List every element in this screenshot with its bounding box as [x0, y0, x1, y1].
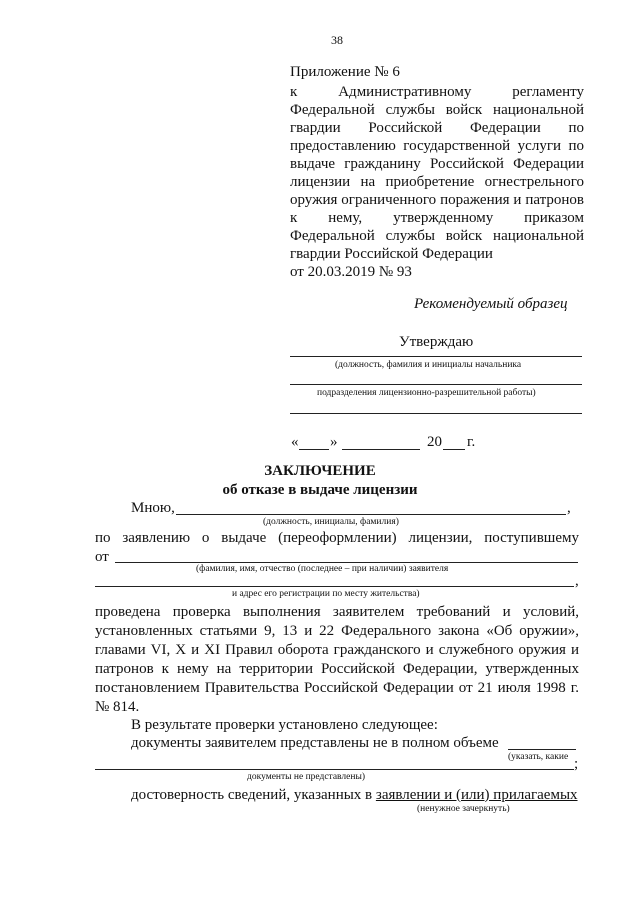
- appendix-line: гвардии Российской Федерации по: [290, 120, 584, 136]
- document-title: ЗАКЛЮЧЕНИЕ: [264, 463, 376, 479]
- reliability-prefix: достоверность сведений, указанных в: [131, 787, 376, 803]
- appendix-line: оружия ограниченного поражения и патронов: [290, 192, 584, 208]
- by-me-comma: ,: [567, 500, 571, 516]
- check-line: проведена проверка выполнения заявителем требований и условий,: [95, 604, 579, 620]
- date-month-field[interactable]: [342, 449, 420, 450]
- docs-caption-right: (указать, какие: [508, 752, 569, 762]
- appendix-date: от 20.03.2019 № 93: [290, 264, 412, 280]
- by-me-caption: (должность, инициалы, фамилия): [263, 517, 399, 527]
- date-year-field[interactable]: [443, 449, 465, 450]
- recommended-sample: Рекомендуемый образец: [414, 296, 568, 312]
- appendix-line: предоставлению государственной услуги по: [290, 138, 584, 154]
- check-line: постановлением Правительства Российской Федерации от 21 июля 1998 г.: [95, 680, 579, 696]
- check-line: патронов к нему на территории Российской Федерации, утвержденных: [95, 661, 579, 677]
- approver-caption-1: (должность, фамилия и инициалы начальника: [335, 360, 522, 370]
- date-year-prefix: 20: [427, 434, 442, 450]
- docs-semicolon: ;: [574, 756, 579, 772]
- appendix-line: лицензии на приобретение огнестрельного: [290, 174, 584, 190]
- docs-line: документы заявителем представлены не в полном объеме: [131, 735, 499, 751]
- docs-field[interactable]: [508, 749, 576, 750]
- from-label: от: [95, 549, 109, 565]
- date-open-quote: «: [291, 434, 299, 450]
- appendix-line: к Административному регламенту: [290, 84, 584, 100]
- check-line: главами VI, X и XI Правил оборота гражданского и служебного оружия и: [95, 642, 579, 658]
- appendix-line: Федеральной службы войск национальной: [290, 102, 584, 118]
- strike-caption: (ненужное зачеркнуть): [417, 804, 510, 814]
- applicant-address-field[interactable]: [95, 586, 574, 587]
- document-subtitle: об отказе в выдаче лицензии: [222, 482, 418, 498]
- date-close-quote: »: [330, 434, 338, 450]
- applicant-name-field[interactable]: [115, 562, 578, 563]
- appendix-line: к нему, утвержденному приказом: [290, 210, 584, 226]
- reliability-line: [131, 787, 578, 804]
- approve-label: Утверждаю: [399, 334, 474, 350]
- by-me-field[interactable]: [176, 514, 566, 515]
- address-comma: ,: [575, 573, 579, 589]
- reliability-underlined: заявлении и (или) прилагаемых: [375, 787, 578, 803]
- page-number: 38: [331, 33, 343, 47]
- appendix-title: Приложение № 6: [290, 64, 400, 80]
- appendix-line: Федеральной службы войск национальной: [290, 228, 584, 244]
- check-line: установленных статьями 9, 13 и 22 Федерального закона «Об оружии»,: [95, 623, 579, 639]
- from-caption: (фамилия, имя, отчество (последнее – при наличии) заявителя: [196, 564, 449, 574]
- date-year-suffix: г.: [467, 434, 476, 450]
- approver-line-2[interactable]: [290, 384, 582, 385]
- check-line-last: № 814.: [95, 699, 140, 715]
- approver-signature-line[interactable]: [290, 413, 582, 414]
- docs-caption-2: документы не представлены): [247, 772, 365, 782]
- address-caption: и адрес его регистрации по месту жительства): [232, 589, 420, 599]
- approver-line-1[interactable]: [290, 356, 582, 357]
- application-line: по заявлению о выдаче (переоформлении) лицензии, поступившему: [95, 530, 579, 546]
- date-day-field[interactable]: [299, 449, 329, 450]
- result-intro: В результате проверки установлено следующее:: [131, 717, 438, 733]
- appendix-line: выдаче гражданину Российской Федерации: [290, 156, 584, 172]
- docs-detail-field[interactable]: [95, 769, 574, 770]
- approver-caption-2: подразделения лицензионно-разрешительной работы): [317, 388, 536, 398]
- appendix-line: гвардии Российской Федерации: [290, 246, 493, 262]
- by-me-label: Мною,: [131, 500, 175, 516]
